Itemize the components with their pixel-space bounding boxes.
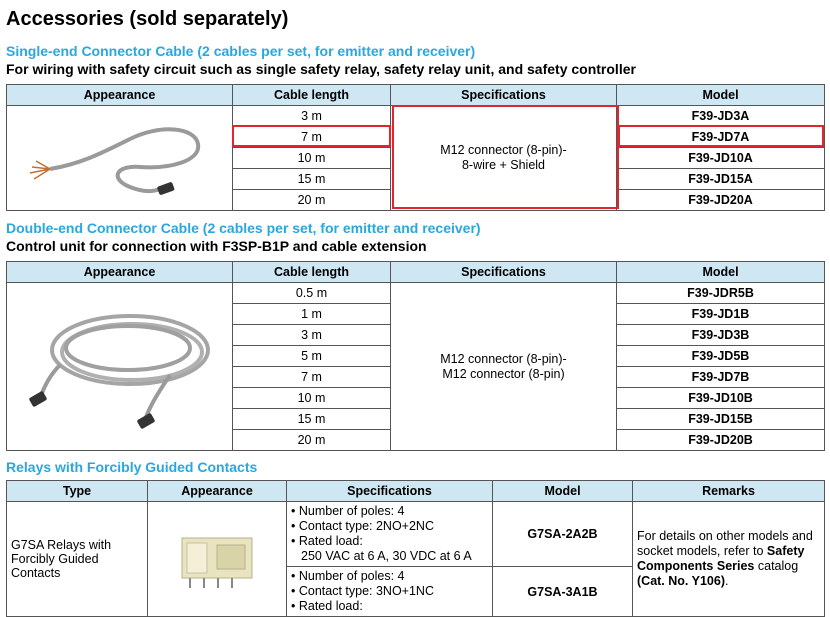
spec-list — [287, 502, 492, 566]
cable-length-cell: 15 m — [233, 169, 391, 190]
remarks-text: . — [725, 574, 729, 588]
appearance-cell — [148, 502, 287, 617]
model-cell: F39-JD3A — [617, 106, 825, 127]
header-appearance: Appearance — [148, 481, 287, 502]
spec-item: • Contact type: 3NO+1NC — [291, 584, 492, 599]
model-cell: F39-JD20A — [617, 190, 825, 211]
cable-length-cell: 7 m — [233, 127, 391, 148]
model-cell: F39-JDR5B — [617, 283, 825, 304]
model-cell: G7SA-2A2B — [493, 502, 633, 567]
model-cell: F39-JD10B — [617, 388, 825, 409]
spec-item: 250 VAC at 6 A, 30 VDC at 6 A — [301, 549, 472, 563]
model-cell: F39-JD15B — [617, 409, 825, 430]
remarks-line: For details on other models and — [637, 529, 813, 543]
relays-table — [6, 480, 825, 617]
type-line: Contacts — [11, 566, 61, 580]
appearance-cell — [7, 106, 233, 211]
spec-item: • Number of poles: 4 — [291, 569, 492, 584]
model-cell: F39-JD1B — [617, 304, 825, 325]
model-cell: F39-JD10A — [617, 148, 825, 169]
remarks-catalog: (Cat. No. Y106) — [637, 574, 725, 588]
header-cable-length: Cable length — [233, 85, 391, 106]
type-line: G7SA Relays with — [11, 538, 112, 552]
header-specifications: Specifications — [287, 481, 493, 502]
section2-subheading: Control unit for connection with F3SP-B1P and cable extension — [6, 238, 427, 254]
model-cell: F39-JD3B — [617, 325, 825, 346]
cable-length-cell: 3 m — [233, 325, 391, 346]
remarks-line — [637, 559, 824, 574]
cable-length-cell: 15 m — [233, 409, 391, 430]
header-model: Model — [493, 481, 633, 502]
cable-length-cell: 10 m — [233, 388, 391, 409]
remarks-text: catalog — [754, 559, 799, 573]
remarks-text: socket models, refer to — [637, 544, 767, 558]
header-model: Model — [617, 262, 825, 283]
type-line: Forcibly Guided — [11, 552, 99, 566]
table-header-row — [7, 481, 825, 502]
table-row — [7, 502, 825, 567]
header-model: Model — [617, 85, 825, 106]
header-appearance: Appearance — [7, 85, 233, 106]
model-cell: F39-JD7A — [617, 127, 825, 148]
cable-double-end-icon — [20, 290, 220, 440]
model-cell: F39-JD5B — [617, 346, 825, 367]
specifications-cell — [287, 502, 493, 567]
spec-line: M12 connector (8-pin)- — [440, 351, 567, 366]
cable-single-end-icon — [20, 109, 220, 204]
remarks-cell — [633, 502, 825, 617]
cable-length-cell: 7 m — [233, 367, 391, 388]
cable-length-cell: 1 m — [233, 304, 391, 325]
table-header-row — [7, 85, 825, 106]
section2-heading: Double-end Connector Cable (2 cables per set, for emitter and receiver) — [6, 220, 481, 236]
table-row — [7, 106, 825, 127]
spec-line: 8-wire + Shield — [461, 158, 546, 172]
page-title: Accessories (sold separately) — [6, 8, 289, 30]
header-type: Type — [7, 481, 148, 502]
table-header-row — [7, 262, 825, 283]
cable-length-cell: 20 m — [233, 430, 391, 451]
remarks-link-text: Safety — [766, 544, 805, 558]
specifications-cell — [391, 283, 617, 451]
relay-icon — [162, 513, 272, 603]
spec-line: M12 connector (8-pin)- — [440, 143, 567, 157]
specifications-cell — [287, 567, 493, 617]
spec-line: M12 connector (8-pin) — [442, 366, 565, 381]
remarks-line — [637, 574, 824, 589]
section1-heading: Single-end Connector Cable (2 cables per set, for emitter and receiver) — [6, 43, 476, 59]
remarks-link-text: Components Series — [637, 559, 755, 573]
single-end-cable-table — [6, 84, 825, 211]
remarks-line — [637, 544, 824, 559]
cable-length-cell: 20 m — [233, 190, 391, 211]
header-appearance: Appearance — [7, 262, 233, 283]
spec-item: • Contact type: 2NO+2NC — [291, 519, 492, 534]
model-cell: F39-JD7B — [617, 367, 825, 388]
cable-length-cell: 10 m — [233, 148, 391, 169]
type-cell — [7, 502, 148, 617]
section1-subheading: For wiring with safety circuit such as single safety relay, safety relay unit, and safety controller — [6, 61, 636, 77]
model-cell: F39-JD15A — [617, 169, 825, 190]
header-specifications: Specifications — [391, 85, 617, 106]
cable-length-cell: 0.5 m — [233, 283, 391, 304]
spec-item: • Rated load: — [291, 599, 492, 614]
cable-length-cell: 3 m — [233, 106, 391, 127]
appearance-cell — [7, 283, 233, 451]
specifications-cell — [391, 106, 617, 211]
double-end-cable-table — [6, 261, 825, 451]
spec-item: • Rated load: — [291, 534, 492, 549]
cable-length-cell: 5 m — [233, 346, 391, 367]
header-cable-length: Cable length — [233, 262, 391, 283]
table-row — [7, 283, 825, 304]
section3-heading: Relays with Forcibly Guided Contacts — [6, 459, 258, 475]
model-cell: F39-JD20B — [617, 430, 825, 451]
header-remarks: Remarks — [633, 481, 825, 502]
spec-item: • Number of poles: 4 — [291, 504, 492, 519]
spec-list — [287, 567, 492, 616]
model-cell: G7SA-3A1B — [493, 567, 633, 617]
header-specifications: Specifications — [391, 262, 617, 283]
